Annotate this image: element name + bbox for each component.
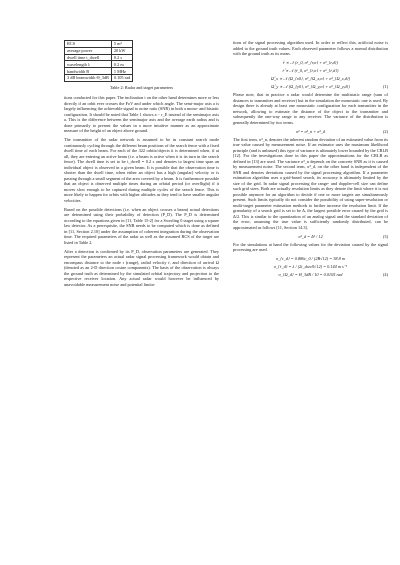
table-cell-value: 1 MHz bbox=[111, 68, 132, 75]
paragraph-simulations: For the simulations at hand the following values for the deviation caused by the signal processing are used. bbox=[233, 241, 388, 252]
paragraph-transmitter: The transmitter of the radar network is assumed to be in constant search mode continuously cycling through the different beam positions of the search fence with a fixed dwell time of each beam. For each of the 322 orbits/objects it is determined when, if at all, they are entering an active beam (i.e. a beam is active when it is its turn in the search fence). The dwell time is set to be t_dwell = 0.2 s and denotes to largest time span an individual object is observed in a given beam. It is possible that the observation time is shorter than the dwell time, when either an object has a high (angular) velocity or is passing through a small segment of the area covered by a beam. It is furthermore possible that an object is observed multiple times during an orbital period (or overflight) if it moves slow enough to be captured during multiple cycles of the search fence. This is more likely to happen for orbits with higher altitudes as they tend to have smaller angular velocities. bbox=[64, 137, 219, 203]
table-row bbox=[65, 74, 133, 81]
table-cell-parameter: bandwidth B bbox=[65, 68, 112, 75]
table-cell-value: 5 m² bbox=[111, 41, 132, 48]
table-cell-value: 20 kW bbox=[111, 47, 132, 54]
equation-sigma-omega bbox=[233, 272, 388, 278]
table-cell-value: 0.105 rad bbox=[111, 74, 132, 81]
equation-omega-y-text: Ω̂_y ∝ 𝒩 (Ω_{y0}, σ²_{Ω_y,n} + σ²_{Ω_y,d}) bbox=[271, 84, 350, 90]
radar-parameters-table bbox=[64, 40, 133, 82]
table-cell-value: 0.2 m bbox=[111, 61, 132, 68]
equation-omega-y bbox=[233, 84, 388, 90]
equation-sigma-r: σ_{r_d} = 0.886c_0 / (2B√12) = 38.8 m bbox=[276, 256, 345, 262]
left-column bbox=[64, 40, 219, 291]
table-row bbox=[65, 54, 133, 61]
table-cell-parameter: wavelength λ bbox=[65, 61, 112, 68]
paragraph-detection: Based on the possible detections (i.e. when an object crosses a beam) actual detections are determined using their probability of detection (P_D). The P_D is determined according to the equations given in [11, Table 15-2] for a Swerling 0 target using a square law detector. As a prerequisite, the SNR needs to be computed which is done as defined in [11, Section 2.10] under the assumption of coherent integration during the observation time. The required parameters of the radar as well as the assumed RCS of the target are listed in Table 2. bbox=[64, 206, 219, 245]
equation-sigma-omega-text: σ_{Ω_d} = Θ_3dB / 10 = 0.0105 rad bbox=[278, 272, 343, 278]
table-cell-parameter: average power bbox=[65, 47, 112, 54]
paragraph-algorithm-intro: tions of the signal processing algorithm used. In order to reflect this, artificial noise is added to the ground truth values. Each observed parameter follows a normal distribution with the ground truth as its mean. bbox=[233, 40, 388, 56]
table-cell-value: 0.2 s bbox=[111, 54, 132, 61]
equation-2-text: σ² = σ²_n + σ²_d bbox=[296, 128, 325, 134]
paragraph-first-term: The first term, σ²_n, denotes the inherent random deviation of an estimated value from its true value caused by measurement noise. If an estimator uses the maximum likelihood principle (and is unbiased) this type of variance is ultimately lower bounded by the CRLB [12]. For the investigations done in this paper the approximations for the CRLB as defined in [13] are used. The variance σ²_n depends on the concrete SNR as it is caused by measurement noise. The second term, σ²_d, on the other hand is independent of the SNR and denotes deviations caused by the signal processing algorithm. If a parameter estimation algorithm uses a grid-based search, its accuracy is ultimately limited by the size of the grid. In radar signal processing the range- and doppler-cell size can define such grid sizes. Both are actually resolution limits as they denote the limit where it is not possible anymore for an algorithm to decide if one or more targets are simultaneously present. Such limits typically do not consider the possibility of using super-resolution or multi-target parameter estimation methods to further increase the resolution limit. If the granularity of a search grid is set to be Δ, the largest possible error caused by the grid is Δ/2. This is similar to the quantization of an analog signal and the standard deviation of the error, assuming the true value is sufficiently randomly distributed, can be approximated as follows [11, Section 14.3]. bbox=[233, 136, 388, 230]
table-caption: Table 2: Radar and target parameters bbox=[109, 84, 174, 90]
table-cell-parameter: dwell time t_dwell bbox=[65, 54, 112, 61]
table-row bbox=[65, 68, 133, 75]
paragraph-variance: Please note, that in practice a radar would determine the multistatic range (sum of distances to transmitter and receiver) but in the simulation the monostatic one is used. By design there is already at least one monostatic configuration for each transmitter in the network, allowing to estimate the distance of the object to the transmitter and subsequently the one-way range to any receiver. The variance of the distribution is generally determined by two terms. bbox=[233, 92, 388, 125]
equation-r: r̂ ∝ 𝒩 (r_0, σ²_{r,n} + σ²_{r,d}) bbox=[283, 60, 338, 66]
equation-sigma-r-dot: σ_{ṙ_d} = λ / (2t_dwell√12) = 0.144 m s⁻¹ bbox=[273, 264, 348, 270]
equation-3 bbox=[233, 234, 388, 240]
equation-3-text: σ²_d = Δ² / 12 bbox=[298, 233, 323, 239]
table-cell-parameter: 3 dB beamwidth Θ_3dB bbox=[65, 74, 112, 81]
equation-omega-x: Ω̂_x ∝ 𝒩 (Ω_{x0}, σ²_{Ω_x,n} + σ²_{Ω_x,d}) bbox=[270, 76, 351, 82]
table-row bbox=[65, 61, 133, 68]
equation-number-4: (4) bbox=[382, 272, 388, 278]
table-cell-parameter: RCS bbox=[65, 41, 112, 48]
table-row bbox=[65, 41, 133, 48]
equation-r-dot: ṙ̂ ∝ 𝒩 (ṙ_0, σ²_{ṙ,n} + σ²_{ṙ,d}) bbox=[282, 68, 339, 74]
paragraph-inclination: tions conducted for this paper. The inclination i on the other hand determines more or less directly if an orbit ever crosses the FoV and under which angle. The semi-major axis a is largely influencing the achievable signal to noise ratio (SNR) in both a mono- and bistatic configuration. It should be noted that Table 1 shows a − r_E instead of the semimajor axis a. This is the difference between the semimajor axis and the average earth radius and is done primarily to present the values in a more intuitive manner as an approximate measure of the height of an object above ground. bbox=[64, 95, 219, 134]
equation-number-1: (1) bbox=[382, 84, 388, 90]
right-column bbox=[233, 40, 388, 280]
table-row bbox=[65, 47, 133, 54]
equation-number-3: (3) bbox=[382, 233, 388, 239]
equation-number-2: (2) bbox=[382, 128, 388, 134]
paragraph-observation-parameters: After a detection is confirmed by its P_D, observation parameters are generated. They represent the parameters an actual radar signal processing framework would obtain and encompass distance to the node r (range), radial velocity ṙ, and direction of arrival Ω (denoted as an 2-D direction cosine components). The basis of the observation is always the ground truth as determined by the simulated orbital trajectory and projection to the respective receiver location. Any actual radar would however be influenced by unavoidable measurement noise and potential limita- bbox=[64, 248, 219, 287]
equation-2 bbox=[233, 129, 388, 135]
